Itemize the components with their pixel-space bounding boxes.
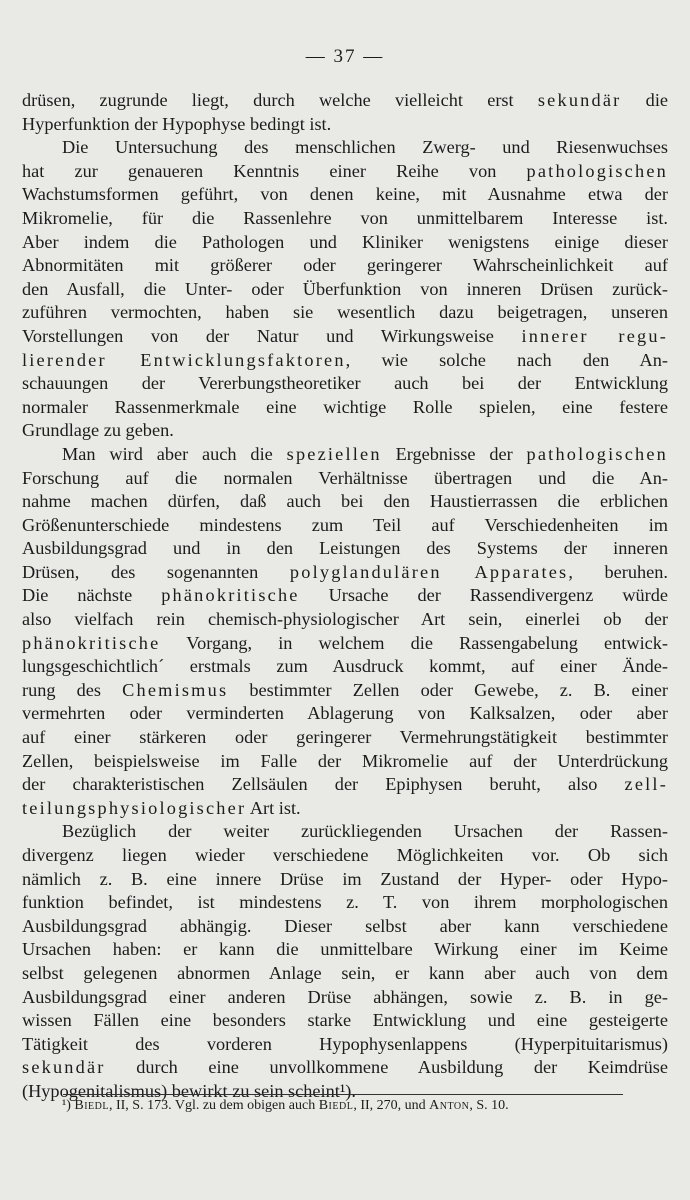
- footnote-reference: , II, S. 173.: [108, 1098, 172, 1113]
- footnote-author: Biedl: [74, 1098, 109, 1113]
- text-line: schauungen der Vererbungstheoretiker auch bei der Entwicklung: [22, 373, 668, 394]
- text-line: lungsgeschichtlich´ erstmals zum Ausdruck kommt, auf einer Ände-: [22, 656, 668, 677]
- text-line: Hyperfunktion der Hypophyse bedingt ist.: [22, 113, 332, 134]
- text-line: Ursachen haben: er kann die unmittelbare Wirkung einer im Keime: [22, 939, 668, 960]
- text-line: nahme machen dürfen, daß auch bei den Haustierrassen die erblichen: [22, 491, 668, 512]
- text-line: Tätigkeit des vorderen Hypophysenlappens (Hyperpituitarismus): [22, 1033, 668, 1054]
- text-line: Ausbildungsgrad abhängig. Dieser selbst aber kann verschiedene: [22, 915, 668, 936]
- text-line: vermehrten oder verminderten Ablagerung von Kalksalzen, oder aber: [22, 703, 668, 724]
- text-line: Abnormitäten mit größerer oder geringerer Wahrscheinlichkeit auf: [22, 255, 668, 276]
- footnote-reference: , II, 270, und: [353, 1098, 430, 1113]
- paragraph: [22, 443, 668, 821]
- footnote: [62, 1097, 672, 1115]
- text-line: lierender Entwicklungsfaktoren, wie solche nach den An-: [22, 349, 668, 370]
- text-line: Wachstumsformen geführt, von denen keine, mit Ausnahme etwa der: [22, 184, 668, 205]
- text-line: nämlich z. B. eine innere Drüse im Zustand der Hyper- oder Hypo-: [22, 868, 668, 889]
- paragraph: [22, 820, 668, 1103]
- paragraph: [22, 89, 668, 136]
- text-line: Mikromelie, für die Rassenlehre von unmittelbarem Interesse ist.: [22, 207, 668, 228]
- text-line: Die nächste phänokritische Ursache der Rassendivergenz würde: [22, 585, 668, 606]
- text-line: Vorstellungen von der Natur und Wirkungsweise innerer regu-: [22, 325, 668, 346]
- text-line: drüsen, zugrunde liegt, durch welche vielleicht erst sekundär die: [22, 90, 669, 110]
- text-line: selbst gelegenen abnormen Anlage sein, er kann aber auch von dem: [22, 962, 668, 983]
- footnote-author: Anton: [429, 1098, 470, 1113]
- footnote-author: Biedl: [318, 1098, 354, 1113]
- text-line: (Hypogenitalismus) bewirkt zu sein scheint¹).: [22, 1080, 356, 1101]
- text-line: auf einer stärkeren oder geringerer Vermehrungstätigkeit bestimmter: [22, 727, 668, 748]
- text-line: Man wird aber auch die speziellen Ergebnisse der pathologischen: [62, 443, 669, 464]
- text-line: funktion befindet, ist mindestens z. T. von ihrem morphologischen: [22, 892, 668, 913]
- text-line: Ausbildungsgrad und in den Leistungen des Systems der inneren: [22, 538, 668, 559]
- text-line: Zellen, beispielsweise im Falle der Mikromelie auf der Unterdrückung: [22, 750, 668, 771]
- text-line: phänokritische Vorgang, in welchem die Rassengabelung entwick-: [22, 632, 668, 653]
- text-line: normaler Rassenmerkmale eine wichtige Rolle spielen, eine festere: [22, 396, 668, 417]
- text-line: rung des Chemismus bestimmter Zellen oder Gewebe, z. B. einer: [22, 679, 668, 700]
- footnote-reference: , S. 10.: [469, 1098, 509, 1113]
- footnote-marker: ¹): [62, 1098, 71, 1113]
- text-line: wissen Fällen eine besonders starke Entwicklung und eine gesteigerte: [22, 1010, 668, 1031]
- text-line: also vielfach rein chemisch-physiologischer Art sein, einerlei ob der: [22, 609, 668, 630]
- text-line: Größenunterschiede mindestens zum Teil auf Verschiedenheiten im: [22, 514, 668, 535]
- text-line: Ausbildungsgrad einer anderen Drüse abhängen, sowie z. B. in ge-: [22, 986, 668, 1007]
- text-line: teilungsphysiologischer Art ist.: [22, 797, 301, 818]
- footnote-divider: [63, 1094, 623, 1095]
- text-line: zuführen vermochten, haben sie wesentlich dazu beigetragen, unseren: [22, 302, 668, 323]
- text-line: Aber indem die Pathologen und Kliniker wenigstens einige dieser: [22, 231, 668, 252]
- page-number: — 37 —: [305, 46, 385, 67]
- text-line: den Ausfall, die Unter- oder Überfunktion von inneren Drüsen zurück-: [22, 278, 668, 299]
- paragraph: [22, 136, 668, 443]
- text-line: divergenz liegen wieder verschiedene Möglichkeiten vor. Ob sich: [22, 845, 668, 865]
- text-line: hat zur genaueren Kenntnis einer Reihe von pathologischen: [22, 160, 668, 181]
- text-line: sekundär durch eine unvollkommene Ausbildung der Keimdrüse: [22, 1057, 668, 1078]
- text-line: Forschung auf die normalen Verhältnisse übertragen und die An-: [22, 467, 668, 488]
- text-line: Grundlage zu geben.: [22, 420, 174, 441]
- footnote-text: Vgl. zu dem obigen auch: [171, 1098, 319, 1113]
- text-line: Drüsen, des sogenannten polyglandulären Apparates, beruhen.: [22, 561, 668, 582]
- text-line: Bezüglich der weiter zurückliegenden Ursachen der Rassen-: [62, 821, 668, 842]
- text-line: der charakteristischen Zellsäulen der Epiphysen beruht, also zell-: [22, 774, 668, 795]
- body-text: [22, 89, 668, 1104]
- text-line: Die Untersuchung des menschlichen Zwerg- und Riesenwuchses: [62, 137, 668, 158]
